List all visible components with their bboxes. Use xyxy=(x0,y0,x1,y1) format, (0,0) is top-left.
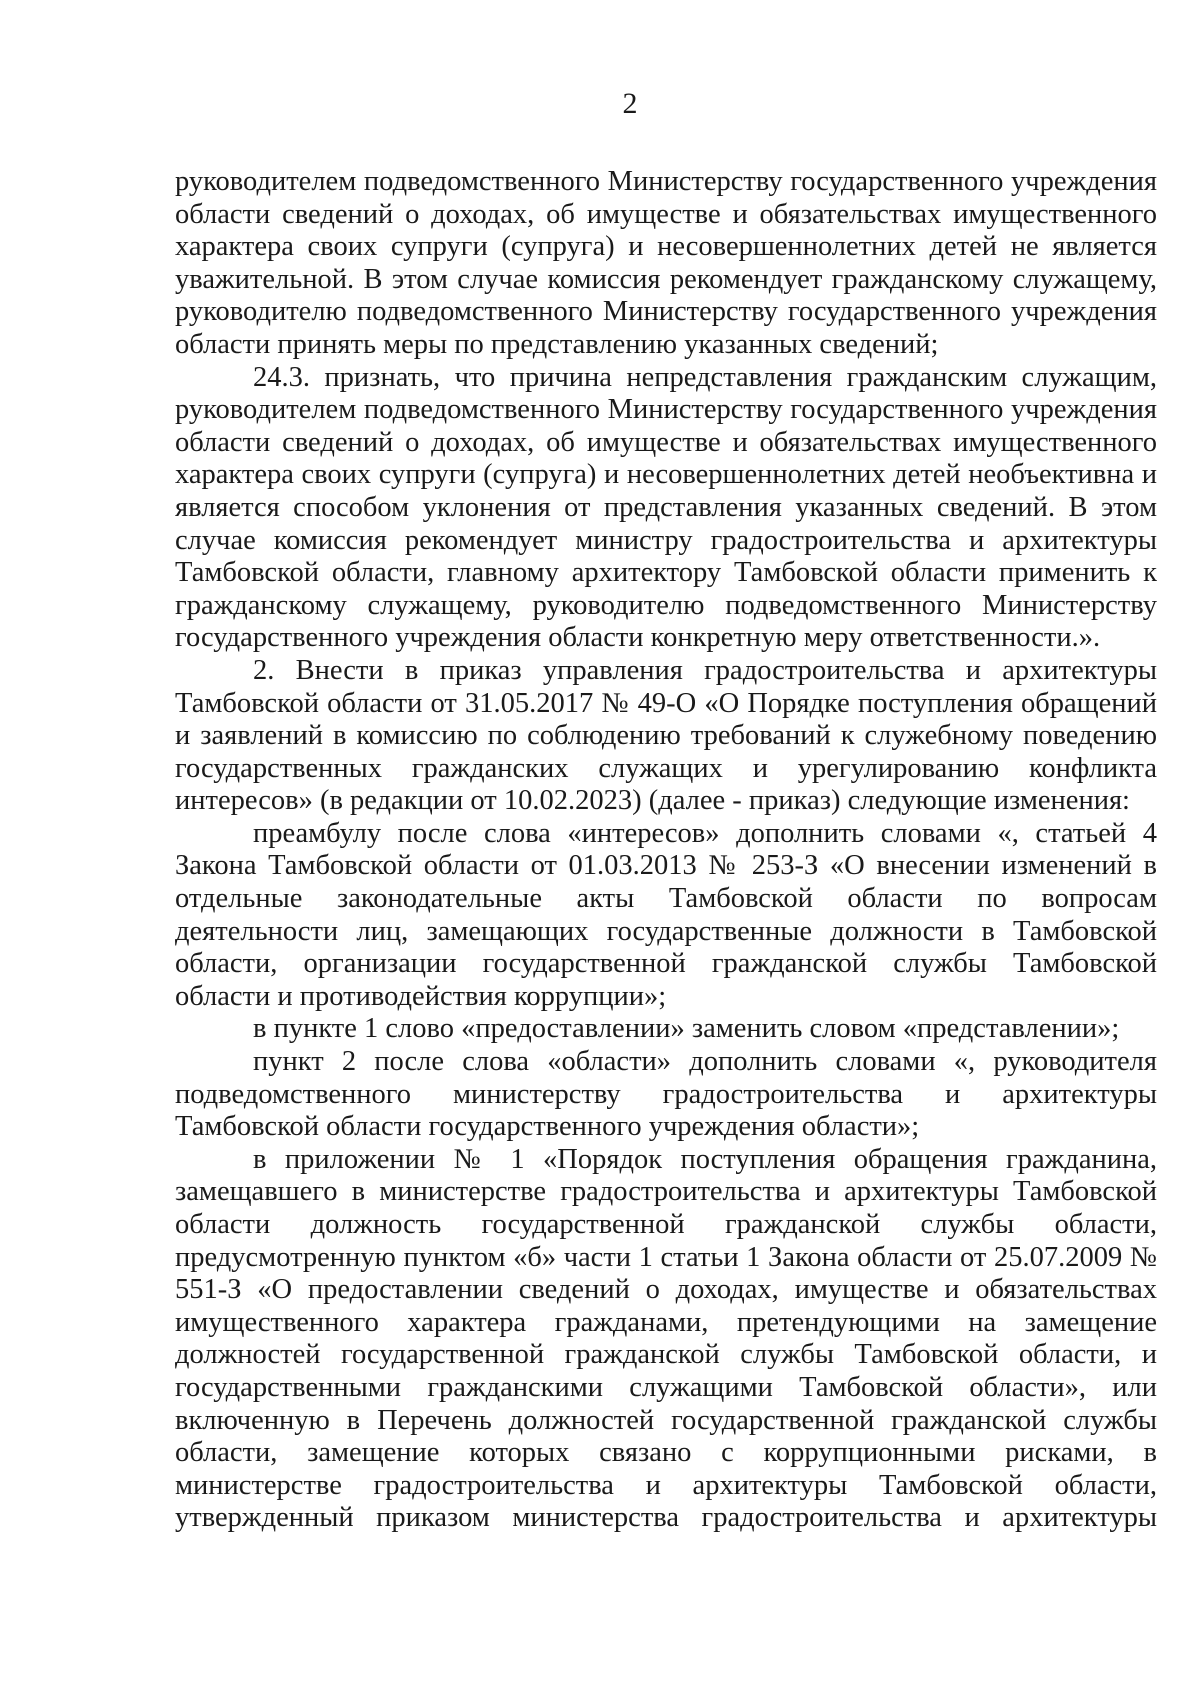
paragraph-preamble-amendment: преамбулу после слова «интересов» дополнить словами «, статьей 4 Закона Тамбовской области от 01.03.2013 № 253-З «О внесении изменений в отдельные законодательные акты Тамбовской области по вопросам деятельности лиц, замещающих государственные должности в Тамбовской области, организации государственной гражданской службы Тамбовской области и противодействия коррупции»; xyxy=(175,817,1157,1012)
paragraph-item-2: 2. Внести в приказ управления градостроительства и архитектуры Тамбовской области от 31.05.2017 № 49-О «О Порядке поступления обращений и заявлений в комиссию по соблюдению требований к служебному поведению государственных гражданских служащих и урегулированию конфликта интересов» (в редакции от 10.02.2023) (далее - приказ) следующие изменения: xyxy=(175,654,1157,817)
page-number: 2 xyxy=(622,87,638,120)
paragraph-point-2-amendment: пункт 2 после слова «области» дополнить словами «, руководителя подведомственного министерству градостроительства и архитектуры Тамбовской области государственного учреждения области»; xyxy=(175,1046,1157,1143)
paragraph-appendix-1-amendment: в приложении № 1 «Порядок поступления обращения гражданина, замещавшего в министерстве градостроительства и архитектуры Тамбовской области должность государственной гражданской службы области, предусмотренную пунктом «б» части 1 статьи 1 Закона области от 25.07.2009 № 551-З «О предоставлении сведений о доходах, имуществе и обязательствах имущественного характера гражданами, претендующими на замещение должностей государственной гражданской службы Тамбовской области, и государственными гражданскими служащими Тамбовской области», или включенную в Перечень должностей государственной гражданской службы области, замещение которых связано с коррупционными рисками, в министерстве градостроительства и архитектуры Тамбовской области, утвержденный приказом министерства градостроительства и архитектуры xyxy=(175,1143,1157,1534)
paragraph-point-1-amendment: в пункте 1 слово «предоставлении» заменить словом «представлении»; xyxy=(253,1013,1120,1045)
document-body xyxy=(175,166,1157,1535)
paragraph-continuation: руководителем подведомственного Министерству государственного учреждения области сведений о доходах, об имуществе и обязательствах имущественного характера своих супруги (супруга) и несовершеннолетних детей не является уважительной. В этом случае комиссия рекомендует гражданскому служащему, руководителю подведомственного Министерству государственного учреждения области принять меры по представлению указанных сведений; xyxy=(175,166,1157,360)
paragraph-item-24-3: 24.3. признать, что причина непредставления гражданским служащим, руководителем подведомственного Министерству государственного учреждения области сведений о доходах, об имуществе и обязательствах имущественного характера своих супруги (супруга) и несовершеннолетних детей необъективна и является способом уклонения от представления указанных сведений. В этом случае комиссия рекомендует министру градостроительства и архитектуры Тамбовской области, главному архитектору Тамбовской области применить к гражданскому служащему, руководителю подведомственного Министерству государственного учреждения области конкретную меру ответственности.». xyxy=(175,361,1157,654)
